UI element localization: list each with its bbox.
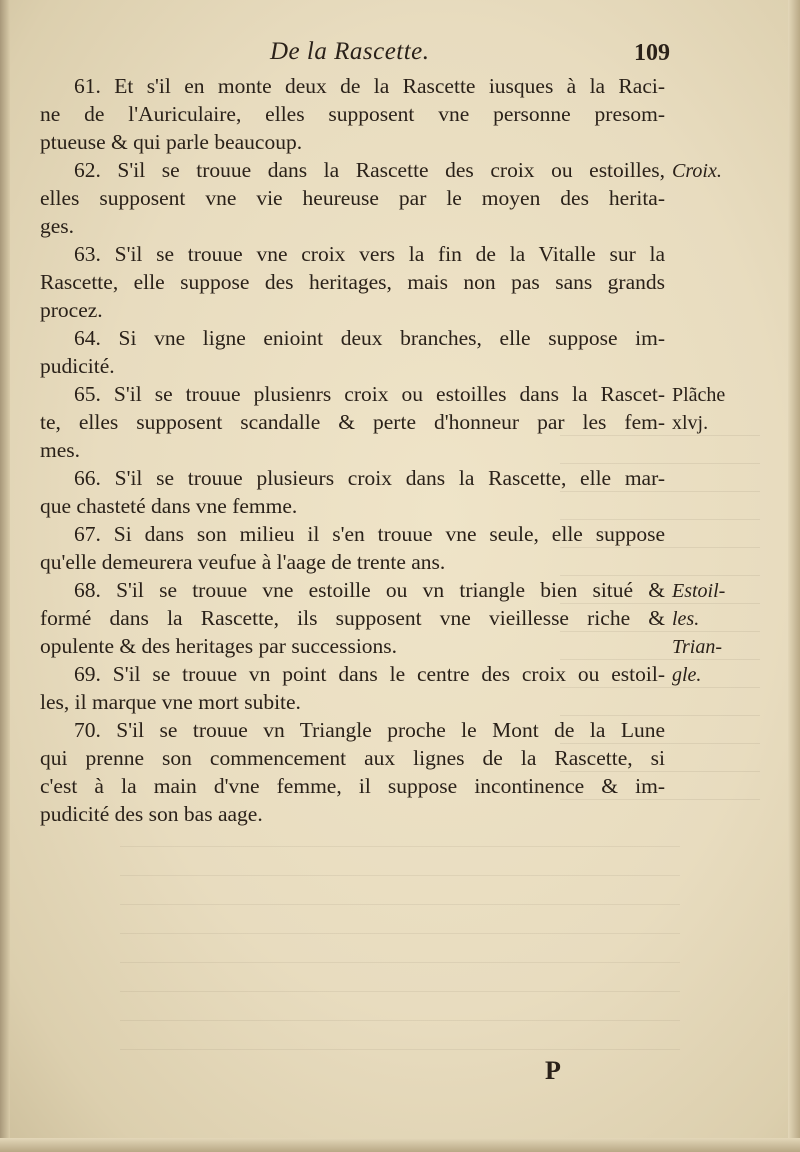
text-line: 64. Si vne ligne enioint deux branches, elle suppose im- [74,326,665,350]
text-line: 69. S'il se trouue vn point dans le centre des croix ou estoil- [74,662,665,686]
body-text [40,72,665,828]
text-line: elles supposent vne vie heureuse par le moyen des herita- [40,186,665,210]
text-line: c'est à la main d'vne femme, il suppose incontinence & im- [40,774,665,798]
running-title: De la Rascette. [270,38,430,65]
text-line: qu'elle demeurera veufue à l'aage de trente ans. [40,550,446,574]
text-line: te, elles supposent scandalle & perte d'honneur par les fem- [40,410,665,434]
text-line: qui prenne son commencement aux lignes de la Rascette, si [40,746,665,770]
text-line: 63. S'il se trouue vne croix vers la fin de la Vitalle sur la [74,242,665,266]
text-line: opulente & des heritages par successions. [40,634,398,658]
margin-note: xlvj. [672,412,709,434]
margin-note: gle. [672,664,702,686]
page-edge-left [0,0,10,1152]
text-line: Rascette, elle suppose des heritages, mais non pas sans grands [40,270,665,294]
page-edge-bottom [0,1138,800,1152]
margin-note: Estoil- [672,580,726,602]
text-line: 68. S'il se trouue vne estoille ou vn triangle bien situé & [74,578,665,602]
text-line: mes. [40,438,81,462]
text-line: ptueuse & qui parle beaucoup. [40,130,303,154]
text-line: pudicité des son bas aage. [40,802,263,826]
text-line: ges. [40,214,75,238]
text-line: 70. S'il se trouue vn Triangle proche le Mont de la Lune [74,718,665,742]
text-line: que chasteté dans vne femme. [40,494,298,518]
page-edge-right [788,0,800,1152]
text-line: 62. S'il se trouue dans la Rascette des croix ou estoilles, [74,158,665,182]
text-line: procez. [40,298,103,322]
show-through-texture-lower [120,820,680,1050]
margin-note: Croix. [672,160,722,182]
margin-note: les. [672,608,700,630]
signature-mark: P [545,1056,561,1085]
text-line: formé dans la Rascette, ils supposent vne vieillesse riche & [40,606,665,630]
text-line: pudicité. [40,354,115,378]
text-line: les, il marque vne mort subite. [40,690,301,714]
margin-note: Trian- [672,636,723,658]
margin-note: Plãche [672,384,726,406]
text-line: 66. S'il se trouue plusieurs croix dans la Rascette, elle mar- [74,466,665,490]
text-line: 67. Si dans son milieu il s'en trouue vne seule, elle suppose [74,522,665,546]
page-number: 109 [634,40,670,66]
text-line: 65. S'il se trouue plusienrs croix ou estoilles dans la Rascet- [74,382,665,406]
text-line: 61. Et s'il en monte deux de la Rascette iusques à la Raci- [74,74,665,98]
text-line: ne de l'Auriculaire, elles supposent vne personne presom- [40,102,665,126]
